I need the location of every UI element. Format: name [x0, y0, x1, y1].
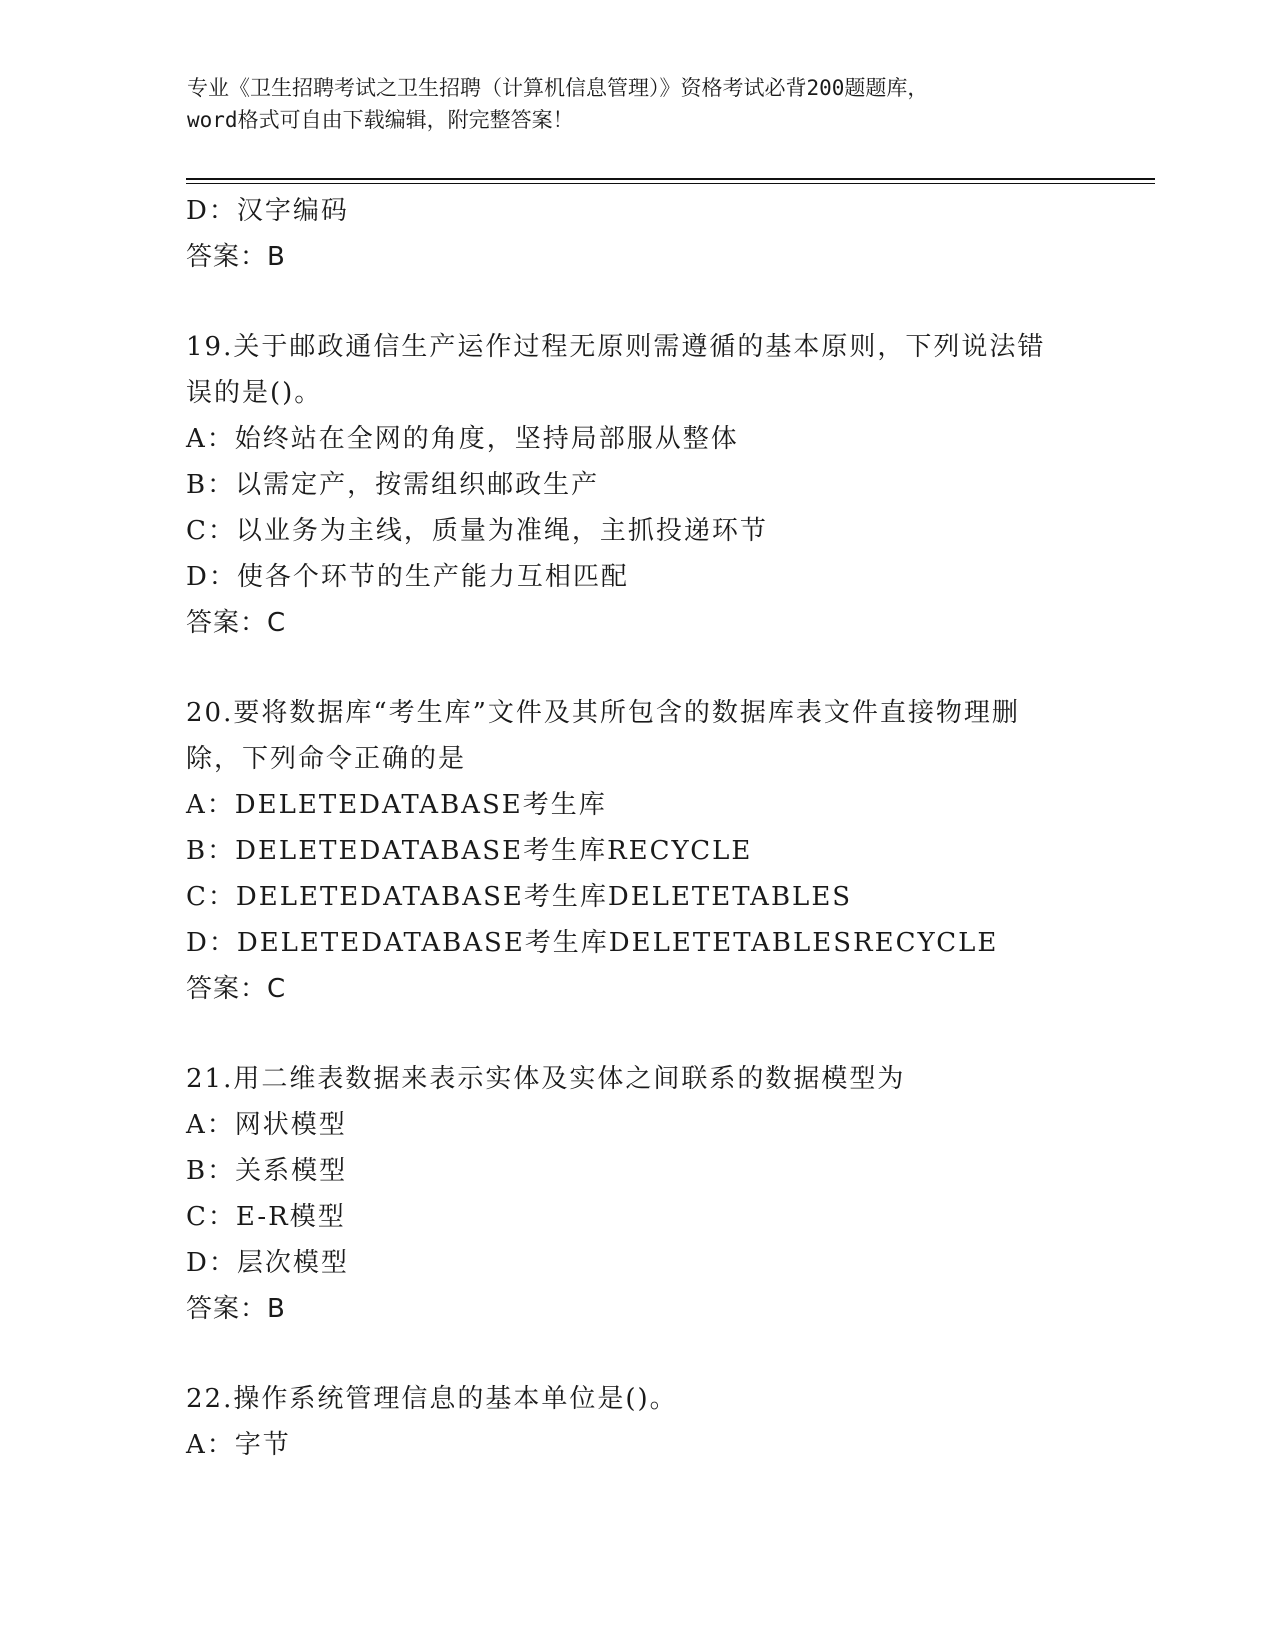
question-19-option-c: C：以业务为主线，质量为准绳，主抓投递环节	[186, 516, 768, 546]
question-21-option-b: B：关系模型	[186, 1156, 348, 1186]
header-rule-thin	[186, 183, 1155, 184]
question-content	[186, 188, 1086, 1468]
question-22-stem-1: 22.操作系统管理信息的基本单位是()。	[186, 1384, 678, 1414]
question-22	[186, 1376, 1086, 1468]
question-20-stem-2: 除，下列命令正确的是	[186, 744, 467, 774]
question-20	[186, 690, 1086, 1012]
question-19	[186, 324, 1086, 646]
question-22-option-a: A：字节	[186, 1430, 291, 1460]
question-21-option-a: A：网状模型	[186, 1110, 347, 1140]
header-rule-thick	[186, 178, 1155, 180]
question-21-answer: 答案：B	[186, 1294, 286, 1324]
header-line-2: word格式可自由下载编辑，附完整答案！	[187, 108, 574, 132]
question-21	[186, 1056, 1086, 1332]
question-21-option-c: C：E-R模型	[186, 1202, 346, 1232]
question-20-answer: 答案：C	[186, 974, 287, 1004]
question-21-stem-1: 21.用二维表数据来表示实体及实体之间联系的数据模型为	[186, 1064, 906, 1094]
prev-option-d: D：汉字编码	[186, 196, 349, 226]
question-19-option-d: D：使各个环节的生产能力互相匹配	[186, 562, 629, 592]
document-header	[187, 72, 1087, 136]
question-20-option-c: C：DELETEDATABASE考生库DELETETABLES	[186, 882, 853, 912]
question-20-option-d: D：DELETEDATABASE考生库DELETETABLESRECYCLE	[186, 928, 999, 958]
question-20-option-a: A：DELETEDATABASE考生库	[186, 790, 607, 820]
question-19-stem-2: 误的是()。	[186, 378, 323, 408]
question-19-stem-1: 19.关于邮政通信生产运作过程无原则需遵循的基本原则，下列说法错	[186, 332, 1046, 362]
question-20-stem-1: 20.要将数据库“考生库”文件及其所包含的数据库表文件直接物理删	[186, 698, 1020, 728]
question-21-option-d: D：层次模型	[186, 1248, 349, 1278]
question-20-option-b: B：DELETEDATABASE考生库RECYCLE	[186, 836, 753, 866]
header-line-1: 专业《卫生招聘考试之卫生招聘（计算机信息管理）》资格考试必背200题题库，	[187, 76, 929, 100]
question-19-option-a: A：始终站在全网的角度，坚持局部服从整体	[186, 424, 739, 454]
prev-answer: 答案：B	[186, 242, 286, 272]
question-19-option-b: B：以需定产，按需组织邮政生产	[186, 470, 600, 500]
question-19-answer: 答案：C	[186, 608, 287, 638]
